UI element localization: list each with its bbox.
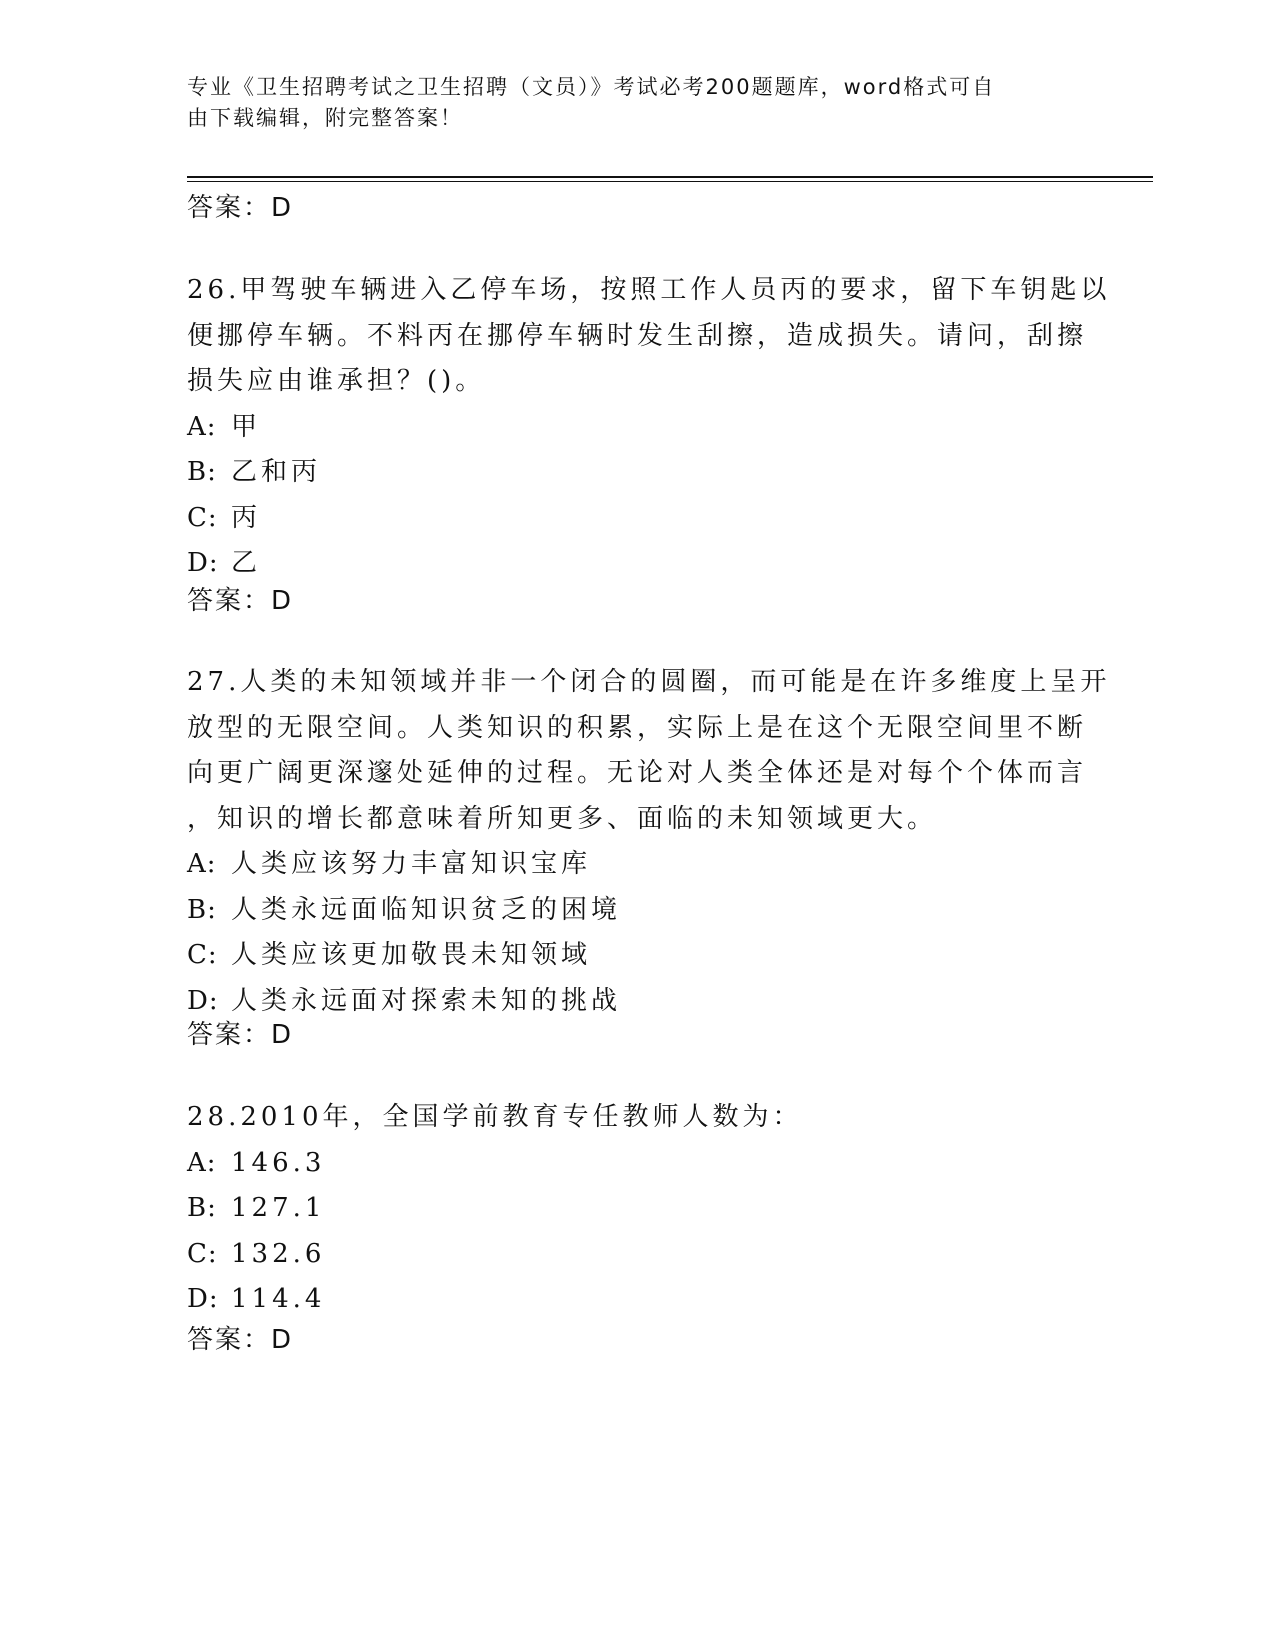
header-divider-thick xyxy=(187,176,1153,178)
option-letter: C: xyxy=(187,1238,218,1269)
answer-label: 答案： xyxy=(187,193,272,223)
question-stem-line: 26.甲驾驶车辆进入乙停车场，按照工作人员丙的要求，留下车钥匙以 xyxy=(187,275,1111,305)
option-c xyxy=(187,933,1087,979)
question-stem-line: 向更广阔更深邃处延伸的过程。无论对人类全体还是对每个个体而言 xyxy=(187,758,1088,788)
question-26 xyxy=(187,268,1111,587)
answer-26 xyxy=(187,585,292,617)
option-b xyxy=(187,888,1087,934)
option-letter: B: xyxy=(187,457,217,487)
option-text: 乙和丙 xyxy=(231,457,322,487)
option-letter: C: xyxy=(187,502,218,533)
header-line-2: 由下载编辑，附完整答案！ xyxy=(187,106,463,130)
header-divider-thin xyxy=(187,181,1153,182)
answer-value: D xyxy=(271,193,293,223)
question-stem-line: 损失应由谁承担？()。 xyxy=(187,366,486,396)
option-text: 人类应该努力丰富知识宝库 xyxy=(231,849,592,879)
option-c xyxy=(187,1232,1087,1278)
document-header xyxy=(187,72,1067,134)
option-text: 132.6 xyxy=(231,1238,326,1269)
option-b xyxy=(187,450,1087,496)
question-stem-line: 28.2010年，全国学前教育专任教师人数为： xyxy=(187,1102,803,1132)
option-b xyxy=(187,1186,1087,1232)
option-d xyxy=(187,1277,1087,1323)
option-a xyxy=(187,842,1087,888)
answer-value: D xyxy=(271,586,293,616)
option-text: 人类永远面临知识贫乏的困境 xyxy=(231,894,622,925)
option-text: 127.1 xyxy=(231,1193,326,1223)
option-d xyxy=(187,979,1087,1025)
option-letter: A: xyxy=(187,411,217,442)
question-stem-line: 27.人类的未知领域并非一个闭合的圆圈，而可能是在许多维度上呈开 xyxy=(187,667,1111,697)
question-stem-line: 便挪停车辆。不料丙在挪停车辆时发生刮擦，造成损失。请问，刮擦 xyxy=(187,320,1088,351)
option-text: 乙 xyxy=(231,548,262,578)
option-text: 146.3 xyxy=(231,1147,326,1178)
option-text: 甲 xyxy=(231,411,262,442)
option-text: 114.4 xyxy=(231,1284,326,1314)
question-stem-line: 放型的无限空间。人类知识的积累，实际上是在这个无限空间里不断 xyxy=(187,712,1088,743)
answer-label: 答案： xyxy=(187,1325,272,1355)
option-letter: B: xyxy=(187,1193,217,1223)
option-letter: D: xyxy=(187,548,219,578)
option-letter: B: xyxy=(187,894,217,925)
answer-value: D xyxy=(271,1020,293,1050)
option-d xyxy=(187,541,1087,587)
question-stem-line: ，知识的增长都意味着所知更多、面临的未知领域更大。 xyxy=(187,803,938,834)
option-letter: D: xyxy=(187,1284,219,1314)
option-a xyxy=(187,1141,1087,1187)
answer-label: 答案： xyxy=(187,586,272,616)
option-a xyxy=(187,405,1087,451)
option-letter: A: xyxy=(187,849,217,879)
answer-27 xyxy=(187,1019,292,1051)
question-27 xyxy=(187,660,1111,1024)
question-28 xyxy=(187,1095,1087,1323)
option-text: 人类永远面对探索未知的挑战 xyxy=(231,985,622,1016)
answer-28 xyxy=(187,1324,292,1356)
option-letter: D: xyxy=(187,985,219,1016)
option-c xyxy=(187,496,1087,542)
option-letter: A: xyxy=(187,1147,217,1178)
header-line-1: 专业《卫生招聘考试之卫生招聘（文员）》考试必考200题题库，word格式可自 xyxy=(187,75,996,99)
option-text: 人类应该更加敬畏未知领域 xyxy=(231,940,592,970)
option-letter: C: xyxy=(187,940,218,970)
previous-answer xyxy=(187,192,292,224)
option-text: 丙 xyxy=(231,502,262,533)
answer-label: 答案： xyxy=(187,1020,272,1050)
answer-value: D xyxy=(271,1325,293,1355)
